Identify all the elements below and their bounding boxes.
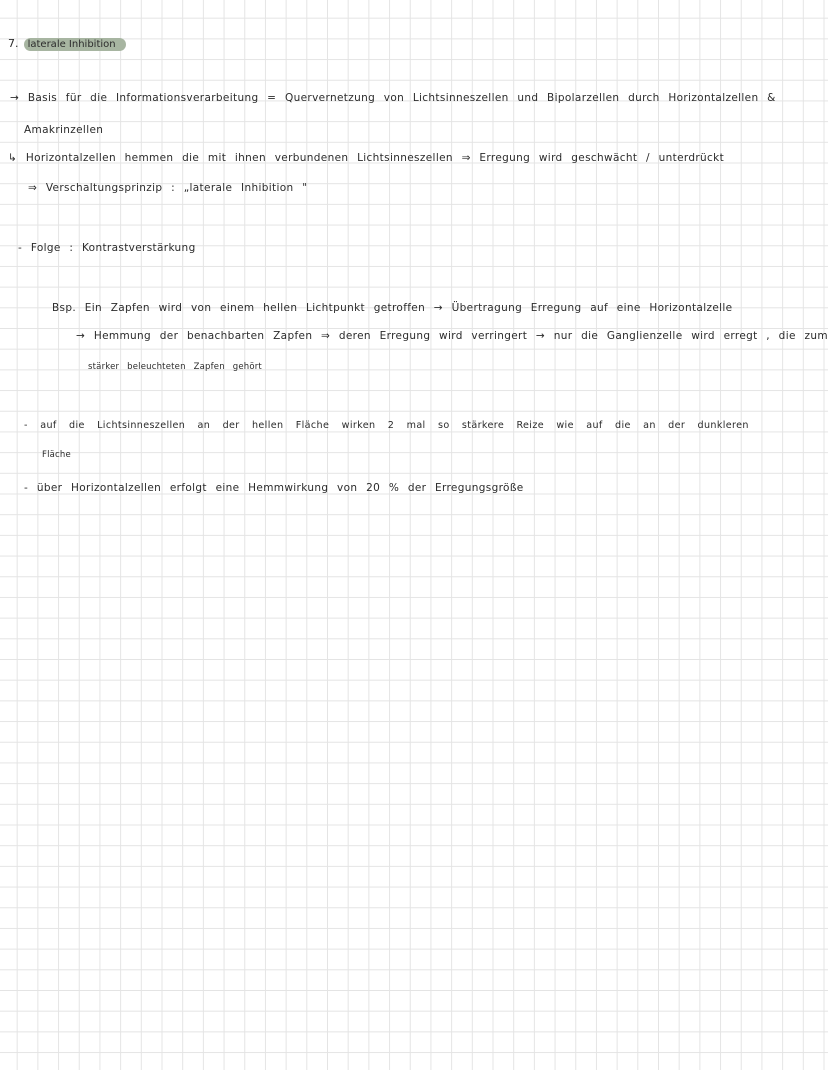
section-heading xyxy=(8,32,126,51)
note-line: - Folge : Kontrastverstärkung xyxy=(18,242,196,254)
note-line: - über Horizontalzellen erfolgt eine Hemmwirkung von 20 % der Erregungsgröße xyxy=(24,482,524,494)
note-line: stärker beleuchteten Zapfen gehört xyxy=(88,362,262,372)
note-line: ⇒ Verschaltungsprinzip : „laterale Inhibition " xyxy=(28,182,308,194)
note-line: Fläche xyxy=(42,450,71,460)
section-number: 7. xyxy=(8,37,19,50)
note-line: Bsp. Ein Zapfen wird von einem hellen Lichtpunkt getroffen → Übertragung Erregung auf eine Horizontalzelle xyxy=(52,302,733,314)
note-line: - auf die Lichtsinneszellen an der hellen Fläche wirken 2 mal so stärkere Reize wie auf die an der dunkleren xyxy=(24,420,749,431)
note-line: Amakrinzellen xyxy=(24,124,104,136)
note-line: → Basis für die Informationsverarbeitung = Quervernetzung von Lichtsinneszellen und Bipolarzellen durch Horizontalzellen & xyxy=(10,92,776,104)
note-line: ↳ Horizontalzellen hemmen die mit ihnen verbundenen Lichtsinneszellen ⇒ Erregung wird geschwächt / unterdrückt xyxy=(8,152,725,164)
section-title: laterale Inhibition xyxy=(24,38,126,51)
note-line: → Hemmung der benachbarten Zapfen ⇒ deren Erregung wird verringert → nur die Ganglienzelle wird erregt , die zum xyxy=(76,330,828,342)
